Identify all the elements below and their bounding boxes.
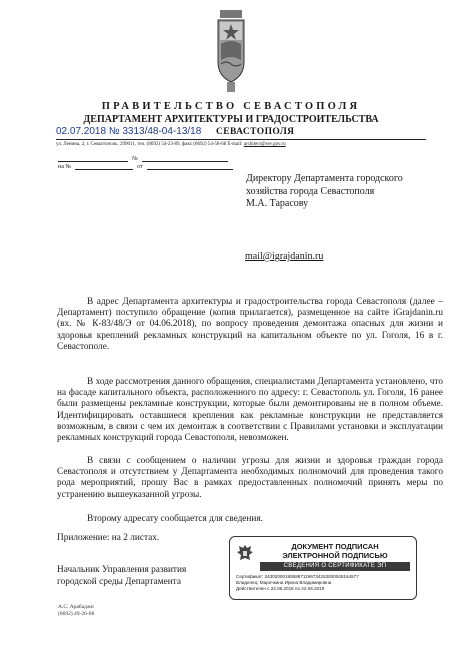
recipient-email-link[interactable]: mail@igrajdanin.ru — [245, 251, 324, 262]
certificate-number: Сертификат: 2430200019558871196734253930048164577 — [236, 574, 359, 579]
electronic-signature-stamp — [229, 536, 417, 600]
signature-line: Начальник Управления развития — [57, 565, 187, 575]
registration-number: 02.07.2018 № 3313/48-04-13/18 — [56, 126, 202, 137]
incoming-ref-row — [58, 164, 237, 170]
city-name: СЕВАСТОПОЛЯ — [216, 127, 295, 137]
certificate-owner: Владелец: Марочкина Ирина Владимировна — [236, 580, 332, 585]
signature-title — [57, 565, 186, 588]
body-paragraph: В ходе рассмотрения данного обращения, специалистами Департамента установлено, что на фасаде капитального объекта, расположенного по адресу: г. Севастополь ул. Гоголя, 16 ранее были размещены рекламные конструкции, которые были демонтированы не в полном объеме. Идентифицировать оставшиеся крепления как рекламные конструкции не представляется возможным, в связи с чем их демонтаж в соответствии с Правилами установки и эксплуатации рекламных конструкций города Севастополя, невозможен. — [57, 377, 443, 444]
department-email-link[interactable]: architect@sev.gov.ru — [243, 142, 286, 147]
ref-on-label: на № — [58, 164, 72, 170]
stamp-title-line: ДОКУМЕНТ ПОДПИСАН — [291, 542, 379, 551]
government-title: ПРАВИТЕЛЬСТВО СЕВАСТОПОЛЯ — [101, 101, 361, 112]
ref-no-label: № — [132, 156, 138, 162]
attachment-note: Приложение: на 2 листах. — [57, 533, 160, 543]
executor-info — [58, 604, 94, 618]
ref-from-label: от — [137, 164, 143, 170]
stamp-title-line: ЭЛЕКТРОННОЙ ПОДПИСЬЮ — [282, 551, 388, 560]
department-title: ДЕПАРТАМЕНТ АРХИТЕКТУРЫ И ГРАДОСТРОИТЕЛЬСТВА — [83, 114, 379, 125]
executor-name: А.С. Арабаджи — [58, 604, 94, 610]
body-paragraph: Второму адресату сообщается для сведения. — [87, 514, 263, 524]
signature-line: городской среды Департамента — [57, 576, 181, 587]
address-text: ул. Ленина, 2, г. Севастополь, 299011, тел. (8692) 54-23-89, факс (8692) 54-58-68 E-mail: — [56, 142, 244, 147]
recipient-line: Директору Департамента городского — [246, 173, 403, 184]
stamp-band: СВЕДЕНИЯ О СЕРТИФИКАТЕ ЭП — [260, 562, 410, 571]
recipient-block — [246, 173, 446, 211]
executor-phone: (8692) 49-26-08 — [58, 611, 95, 617]
outgoing-ref-row — [58, 156, 232, 162]
certificate-validity: Действителен с 22.06.2018 по 22.06.2019 — [236, 586, 325, 591]
eagle-emblem-icon — [236, 543, 254, 563]
stamp-title — [260, 542, 410, 560]
body-paragraph: В связи с сообщением о наличии угрозы для жизни и здоровья граждан города Севастополя и отсутствием у Департамента необходимых полномочий для проведения такого рода мероприятий, прошу Вас в рамках предоставленных полномочий принять меры по устранению вышеуказанной угрозы. — [57, 456, 443, 500]
recipient-name: М.А. Тарасову — [246, 198, 309, 209]
body-paragraph: В адрес Департамента архитектуры и градостроительства города Севастополя (далее – Департамент) поступило обращение (копия прилагается), размещенное на сайте iGrajdanin.ru (вх. № К-83/48/Э от 04.06.2018), по вопросу проведения демонтажа опасных для жизни и здоровья креплений рекламных конструкций на капитальном объекте по ул. Гоголя, 16 в г. Севастополе. — [57, 297, 443, 352]
certificate-info — [236, 574, 412, 592]
recipient-line: хозяйства города Севастополя — [246, 185, 375, 197]
department-address — [56, 139, 426, 147]
coat-of-arms-emblem — [216, 10, 246, 92]
